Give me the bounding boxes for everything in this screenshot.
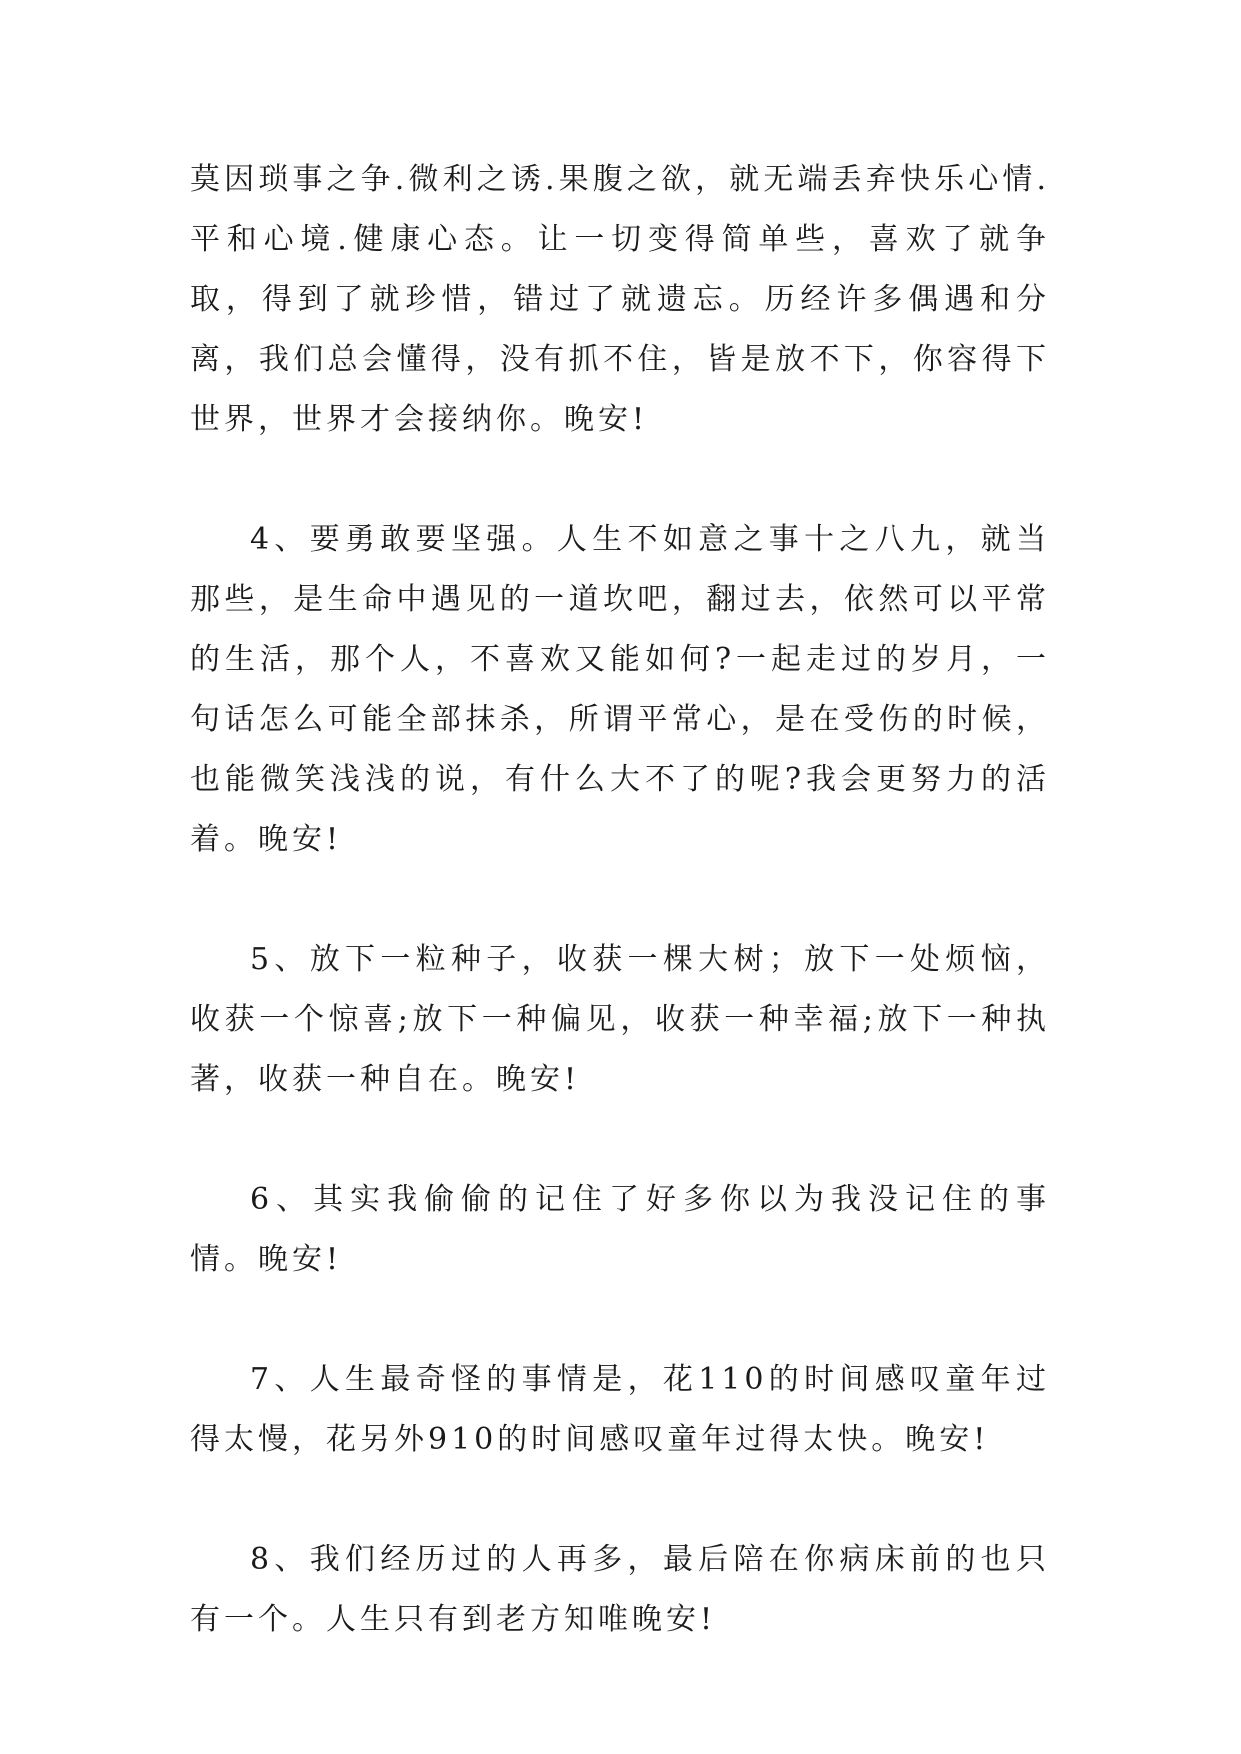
document-body: [190, 150, 1050, 1710]
paragraph-item-8: 8、我们经历过的人再多，最后陪在你病床前的也只有一个。人生只有到老方知唯晚安!: [190, 1542, 1050, 1637]
paragraph-item-4: 4、要勇敢要坚强。人生不如意之事十之八九，就当那些，是生命中遇见的一道坎吧，翻过去，依然可以平常的生活，那个人，不喜欢又能如何?一起走过的岁月，一句话怎么可能全部抹杀，所谓平常心，是在受伤的时候，也能微笑浅浅的说，有什么大不了的呢?我会更努力的活着。晚安!: [190, 522, 1050, 857]
paragraph-item-7: 7、人生最奇怪的事情是，花110的时间感叹童年过得太慢，花另外910的时间感叹童年过得太快。晚安!: [190, 1362, 1050, 1457]
paragraph-continuation: 莫因琐事之争.微利之诱.果腹之欲，就无端丢弃快乐心情.平和心境.健康心态。让一切变得简单些，喜欢了就争取，得到了就珍惜，错过了就遗忘。历经许多偶遇和分离，我们总会懂得，没有抓不住，皆是放不下，你容得下世界，世界才会接纳你。晚安!: [190, 162, 1050, 437]
paragraph-item-6: 6、其实我偷偷的记住了好多你以为我没记住的事情。晚安!: [190, 1182, 1050, 1277]
paragraph-item-5: 5、放下一粒种子，收获一棵大树；放下一处烦恼，收获一个惊喜;放下一种偏见，收获一种幸福;放下一种执著，收获一种自在。晚安!: [190, 942, 1050, 1097]
